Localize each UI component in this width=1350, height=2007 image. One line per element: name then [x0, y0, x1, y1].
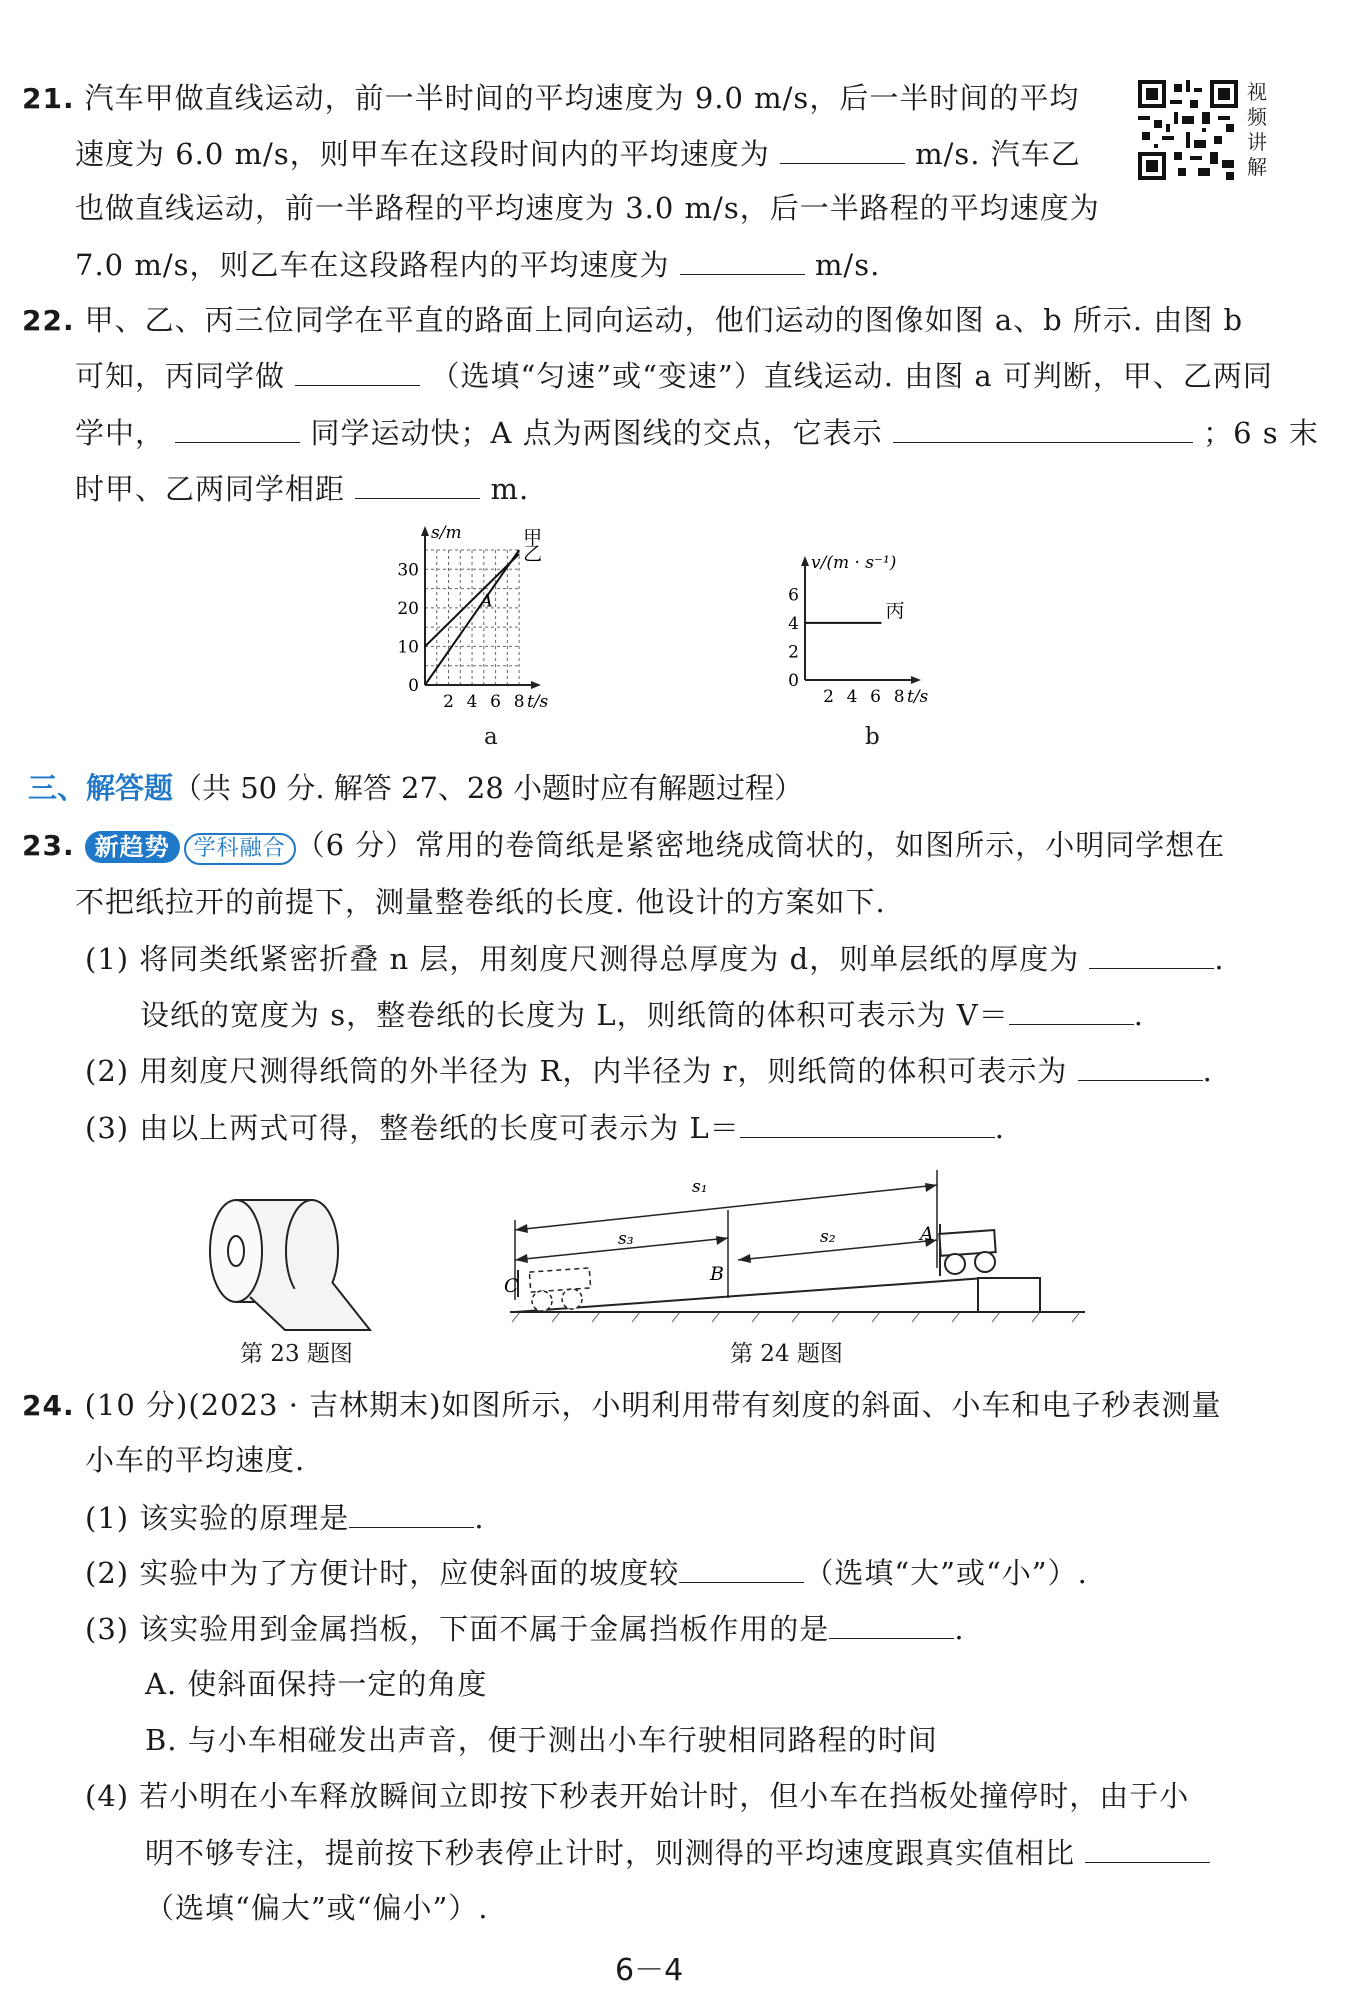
q23-p2-dot: .: [1202, 1054, 1213, 1088]
y-tick-label: 10: [397, 637, 419, 658]
q23-p1-dot-2: .: [1133, 998, 1144, 1032]
q23-part-2: [85, 1050, 1213, 1091]
q24-part-2: [85, 1552, 1088, 1593]
q24-part-4-cont2: [145, 1888, 489, 1928]
q23-text-1: （6 分）常用的卷筒纸是紧密地绕成筒状的，如图所示，小明同学想在: [295, 828, 1226, 862]
q23-part-1-cont: [140, 994, 1144, 1035]
q23-p1-text-a: (1) 将同类纸紧密折叠 n 层，用刻度尺测得总厚度为 d，则单层纸的厚度为: [85, 942, 1080, 976]
q23-blank-2: [1009, 994, 1134, 1025]
chart-b-caption: b: [865, 724, 880, 750]
q23-blank-1: [1089, 938, 1214, 969]
q21-line-2: [75, 133, 1081, 174]
q24-p1-dot: .: [474, 1501, 485, 1535]
q23-number: 23.: [22, 829, 75, 862]
x-tick-label: 4: [846, 687, 858, 707]
chart-a: [385, 520, 625, 750]
q23-p3-dot: .: [994, 1111, 1005, 1145]
q24-line-2: [85, 1440, 305, 1480]
q22-text-2a: 可知，丙同学做: [75, 359, 286, 393]
q24-p2-text: (2) 实验中为了方便计时，应使斜面的坡度较: [85, 1556, 680, 1590]
q24-line-1: [22, 1385, 1221, 1426]
y-tick-label: 30: [397, 560, 419, 581]
q22-text-3a: 学中，: [75, 416, 166, 450]
q21-blank-1: [780, 133, 905, 164]
q21-line-1: [22, 78, 1079, 119]
q22-blank-3: [893, 412, 1193, 443]
q21-text-1: 汽车甲做直线运动，前一半时间的平均速度为 9.0 m/s，后一半时间的平均: [84, 81, 1080, 115]
q22-blank-4: [355, 468, 480, 499]
y-tick-label: 6: [788, 585, 799, 606]
label-s2: s₂: [820, 1227, 836, 1247]
q23-text-2: 不把纸拉开的前提下，测量整卷纸的长度. 他设计的方案如下.: [75, 885, 886, 919]
q23-blank-4: [740, 1107, 995, 1138]
series-label-2: 乙: [523, 542, 543, 565]
x-axis-arrow: [531, 681, 541, 689]
q24-blank-1: [349, 1497, 474, 1528]
q24-option-a-text: A. 使斜面保持一定的角度: [145, 1667, 488, 1701]
x-tick-label: 6: [490, 692, 502, 712]
q21-text-2a: 速度为 6.0 m/s，则甲车在这段时间内的平均速度为: [75, 137, 770, 171]
origin-label: 0: [408, 676, 419, 696]
y-tick-label: 4: [788, 613, 799, 634]
label-A: A: [920, 1223, 934, 1245]
q24-part-4: [85, 1776, 1189, 1816]
label-C: C: [504, 1275, 519, 1297]
y-tick-label: 20: [397, 598, 419, 619]
q21-blank-2: [680, 244, 805, 275]
figure-23-caption: 第 23 题图: [240, 1341, 353, 1367]
label-s3: s₃: [618, 1229, 634, 1249]
q24-option-b-text: B. 与小车相碰发出声音，便于测出小车行驶相同路程的时间: [145, 1723, 938, 1757]
section-header: [28, 768, 803, 808]
q24-part-3: [85, 1608, 965, 1649]
q22-text-4a: 时甲、乙两同学相距: [75, 472, 346, 506]
y-tick-label: 2: [788, 642, 799, 663]
y-axis-arrow: [421, 526, 429, 536]
q22-blank-1: [295, 355, 420, 386]
y-axis-label: v/(m · s⁻¹): [811, 553, 897, 573]
incline-figure: [500, 1160, 1090, 1340]
q24-text-1: (10 分)(2023 · 吉林期末)如图所示，小明利用带有刻度的斜面、小车和电子秒表测量: [84, 1388, 1222, 1422]
q23-p1-text-c: 设纸的宽度为 s，整卷纸的长度为 L，则纸筒的体积可表示为 V＝: [140, 998, 1009, 1032]
chart-b: [780, 540, 980, 720]
q24-p4-text-b: 明不够专注，提前按下秒表停止计时，则测得的平均速度跟真实值相比: [145, 1836, 1076, 1870]
q24-p3-dot: .: [954, 1612, 965, 1646]
q21-number: 21.: [22, 82, 75, 115]
q22-number: 22.: [22, 304, 75, 337]
q24-part-1: [85, 1497, 485, 1538]
q22-line-1: [22, 300, 1243, 341]
qr-code-icon[interactable]: [1138, 80, 1238, 180]
label-B: B: [710, 1263, 724, 1285]
q23-part-3: [85, 1107, 1005, 1148]
x-tick-label: 8: [893, 687, 905, 707]
q23-p1-dot: .: [1214, 942, 1225, 976]
q23-p2-text: (2) 用刻度尺测得纸筒的外半径为 R，内半径为 r，则纸筒的体积可表示为: [85, 1054, 1068, 1088]
section-title: 三、解答题: [28, 771, 174, 805]
section-note: （共 50 分. 解答 27、28 小题时应有解题过程）: [173, 771, 804, 805]
q21-text-2b: m/s. 汽车乙: [915, 137, 1081, 171]
q21-text-4a: 7.0 m/s，则乙车在这段路程内的平均速度为: [75, 248, 670, 282]
q23-part-1: [85, 938, 1225, 979]
qr-label: 视频讲解: [1247, 80, 1267, 179]
q24-option-a: [145, 1664, 487, 1704]
q24-part-4-cont: [145, 1832, 1210, 1873]
q22-text-3c: ；6 s 末: [1203, 416, 1319, 450]
q24-blank-3: [829, 1608, 954, 1639]
q22-blank-2: [175, 412, 300, 443]
y-axis-arrow: [801, 556, 809, 566]
x-tick-label: 2: [823, 687, 834, 707]
page-number: 6－4: [615, 1953, 684, 1988]
x-tick-label: 2: [443, 692, 454, 712]
q22-text-3b: 同学运动快；A 点为两图线的交点，它表示: [310, 416, 883, 450]
q24-text-2: 小车的平均速度.: [85, 1443, 306, 1477]
q24-p4-text-c: （选填“偏大”或“偏小”）.: [145, 1891, 489, 1925]
q24-p1-text: (1) 该实验的原理是: [85, 1501, 350, 1535]
x-axis-arrow: [911, 676, 921, 684]
x-axis-label: t/s: [527, 692, 549, 712]
figure-24-caption: 第 24 题图: [730, 1341, 843, 1367]
q24-p4-text-a: (4) 若小明在小车释放瞬间立即按下秒表开始计时，但小车在挡板处撞停时，由于小: [85, 1779, 1190, 1813]
q22-text-1: 甲、乙、丙三位同学在平直的路面上同向运动，他们运动的图像如图 a、b 所示. 由图 b: [84, 303, 1244, 337]
q23-line-2: [75, 882, 886, 922]
q24-p2-text-b: （选填“大”或“小”）.: [804, 1556, 1088, 1590]
q24-option-b: [145, 1720, 938, 1760]
x-tick-label: 8: [513, 692, 525, 712]
label-s1: s₁: [692, 1177, 708, 1197]
x-axis-label: t/s: [907, 687, 929, 707]
q23-line-1: [22, 825, 1225, 866]
origin-label: 0: [788, 671, 799, 691]
q24-blank-2: [679, 1552, 804, 1583]
q24-blank-4: [1085, 1832, 1210, 1863]
subject-fusion-badge: 学科融合: [184, 833, 296, 865]
q22-text-4b: m.: [490, 472, 530, 506]
series-label-1: 丙: [885, 599, 905, 622]
series-line-2: [425, 554, 519, 647]
q22-text-2b: （选填“匀速”或“变速”）直线运动. 由图 a 可判断，甲、乙两同: [430, 359, 1273, 393]
q21-line-3: [75, 188, 1100, 228]
x-tick-label: 6: [870, 687, 882, 707]
paper-roll-figure: [200, 1190, 390, 1340]
q23-p3-text: (3) 由以上两式可得，整卷纸的长度可表示为 L＝: [85, 1111, 740, 1145]
series-label-1: 甲: [523, 527, 543, 549]
x-tick-label: 4: [466, 692, 478, 712]
y-axis-label: s/m: [431, 523, 462, 543]
q21-text-4b: m/s.: [814, 248, 881, 282]
q24-p3-text: (3) 该实验用到金属挡板，下面不属于金属挡板作用的是: [85, 1612, 830, 1646]
q21-text-3: 也做直线运动，前一半路程的平均速度为 3.0 m/s，后一半路程的平均速度为: [75, 191, 1100, 225]
q24-number: 24.: [22, 1389, 75, 1422]
intersection-label: A: [479, 590, 493, 612]
chart-a-caption: a: [484, 724, 498, 750]
q21-line-4: [75, 244, 880, 285]
q22-line-3: [75, 412, 1319, 453]
new-trend-badge: 新趋势: [85, 831, 180, 863]
q22-line-4: [75, 468, 529, 509]
q22-line-2: [75, 355, 1273, 396]
q23-blank-3: [1078, 1050, 1203, 1081]
